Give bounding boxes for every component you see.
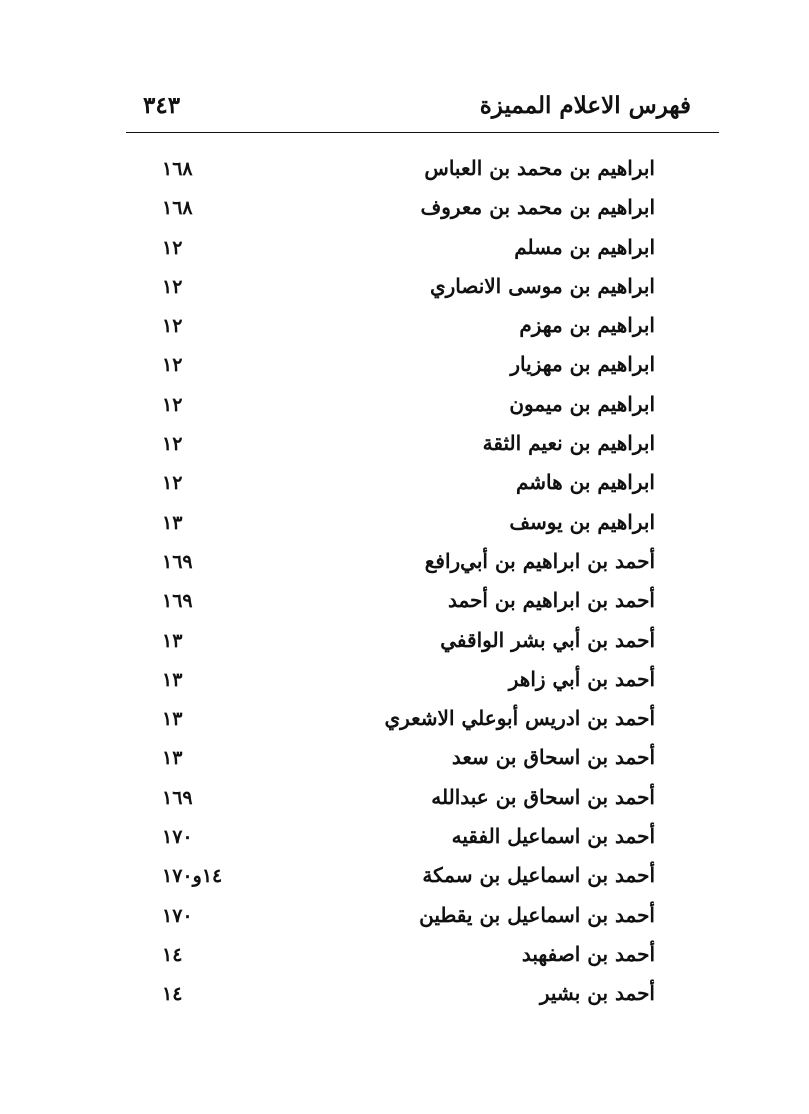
- index-entry: [0, 663, 809, 702]
- index-entry: [0, 899, 809, 938]
- index-entry: [0, 741, 809, 780]
- entry-page-number: ١٤و١٧٠: [162, 865, 223, 888]
- entry-name: أحمد بن أبي زاهر: [508, 666, 655, 691]
- index-entry: [0, 820, 809, 859]
- entry-name: ابراهيم بن ميمون: [509, 391, 655, 416]
- entry-name: ابراهيم بن موسى الانصاري: [429, 273, 655, 298]
- entry-name: ابراهيم بن نعيم الثقة: [482, 431, 655, 456]
- entry-name: ابراهيم بن مسلم: [514, 234, 655, 259]
- entry-name: أحمد بن اسماعيل الفقيه: [451, 824, 655, 849]
- index-entry: [0, 348, 809, 387]
- index-entry: [0, 388, 809, 427]
- index-list: [0, 152, 809, 1017]
- entry-name: أحمد بن ابراهيم بن أبي‌رافع: [424, 548, 655, 573]
- entry-name: ابراهيم بن هاشم: [515, 470, 655, 495]
- entry-page-number: ١٢: [162, 236, 183, 259]
- entry-page-number: ١٣: [162, 668, 183, 691]
- entry-page-number: ١٧٠: [162, 904, 193, 927]
- entry-page-number: ١٦٨: [162, 197, 193, 220]
- entry-page-number: ١٣: [162, 511, 183, 534]
- index-entry: [0, 584, 809, 623]
- header-divider: [126, 132, 719, 133]
- index-entry: [0, 506, 809, 545]
- entry-name: ابراهيم بن مهزم: [519, 313, 655, 338]
- index-entry: [0, 624, 809, 663]
- entry-name: ابراهيم بن محمد بن معروف: [420, 195, 655, 220]
- index-entry: [0, 859, 809, 898]
- entry-page-number: ١٣: [162, 747, 183, 770]
- entry-page-number: ١٢: [162, 315, 183, 338]
- index-entry: [0, 152, 809, 191]
- entry-page-number: ١٢: [162, 275, 183, 298]
- index-entry: [0, 466, 809, 505]
- entry-page-number: ١٦٩: [162, 590, 193, 613]
- entry-page-number: ١٤: [162, 983, 183, 1006]
- entry-page-number: ١٣: [162, 708, 183, 731]
- entry-page-number: ١٢: [162, 472, 183, 495]
- index-entry: [0, 938, 809, 977]
- entry-name: ابراهيم بن يوسف: [509, 509, 655, 534]
- entry-page-number: ١٢: [162, 354, 183, 377]
- index-entry: [0, 231, 809, 270]
- entry-page-number: ١٦٩: [162, 786, 193, 809]
- entry-name: أحمد بن ابراهيم بن أحمد: [447, 588, 655, 613]
- index-entry: [0, 977, 809, 1016]
- index-entry: [0, 781, 809, 820]
- entry-page-number: ١٤: [162, 943, 183, 966]
- index-entry: [0, 191, 809, 230]
- entry-name: ابراهيم بن مهزيار: [510, 352, 655, 377]
- entry-name: ابراهيم بن محمد بن العباس: [424, 156, 655, 180]
- page-header: [0, 92, 809, 132]
- entry-page-number: ١٢: [162, 433, 183, 456]
- index-entry: [0, 702, 809, 741]
- entry-page-number: ١٢: [162, 393, 183, 416]
- entry-page-number: ١٣: [162, 629, 183, 652]
- index-entry: [0, 270, 809, 309]
- index-entry: [0, 427, 809, 466]
- index-entry: [0, 309, 809, 348]
- entry-page-number: ١٦٩: [162, 550, 193, 573]
- entry-name: أحمد بن أبي بشر الواقفي: [440, 627, 655, 652]
- entry-name: أحمد بن اسحاق بن عبدالله: [431, 784, 655, 809]
- entry-name: أحمد بن اصفهبد: [521, 941, 655, 966]
- entry-name: أحمد بن بشير: [539, 981, 655, 1006]
- entry-name: أحمد بن اسحاق بن سعد: [451, 745, 655, 770]
- entry-page-number: ١٦٨: [162, 158, 193, 180]
- running-title: فهرس الاعلام المميزة: [479, 92, 691, 119]
- entry-page-number: ١٧٠: [162, 826, 193, 849]
- entry-name: أحمد بن اسماعيل بن سمكة: [422, 863, 655, 888]
- entry-name: أحمد بن ادريس أبوعلي الاشعري: [384, 706, 655, 731]
- index-entry: [0, 545, 809, 584]
- entry-name: أحمد بن اسماعيل بن يقطين: [419, 902, 655, 927]
- page-number: ٣٤٣: [143, 92, 181, 119]
